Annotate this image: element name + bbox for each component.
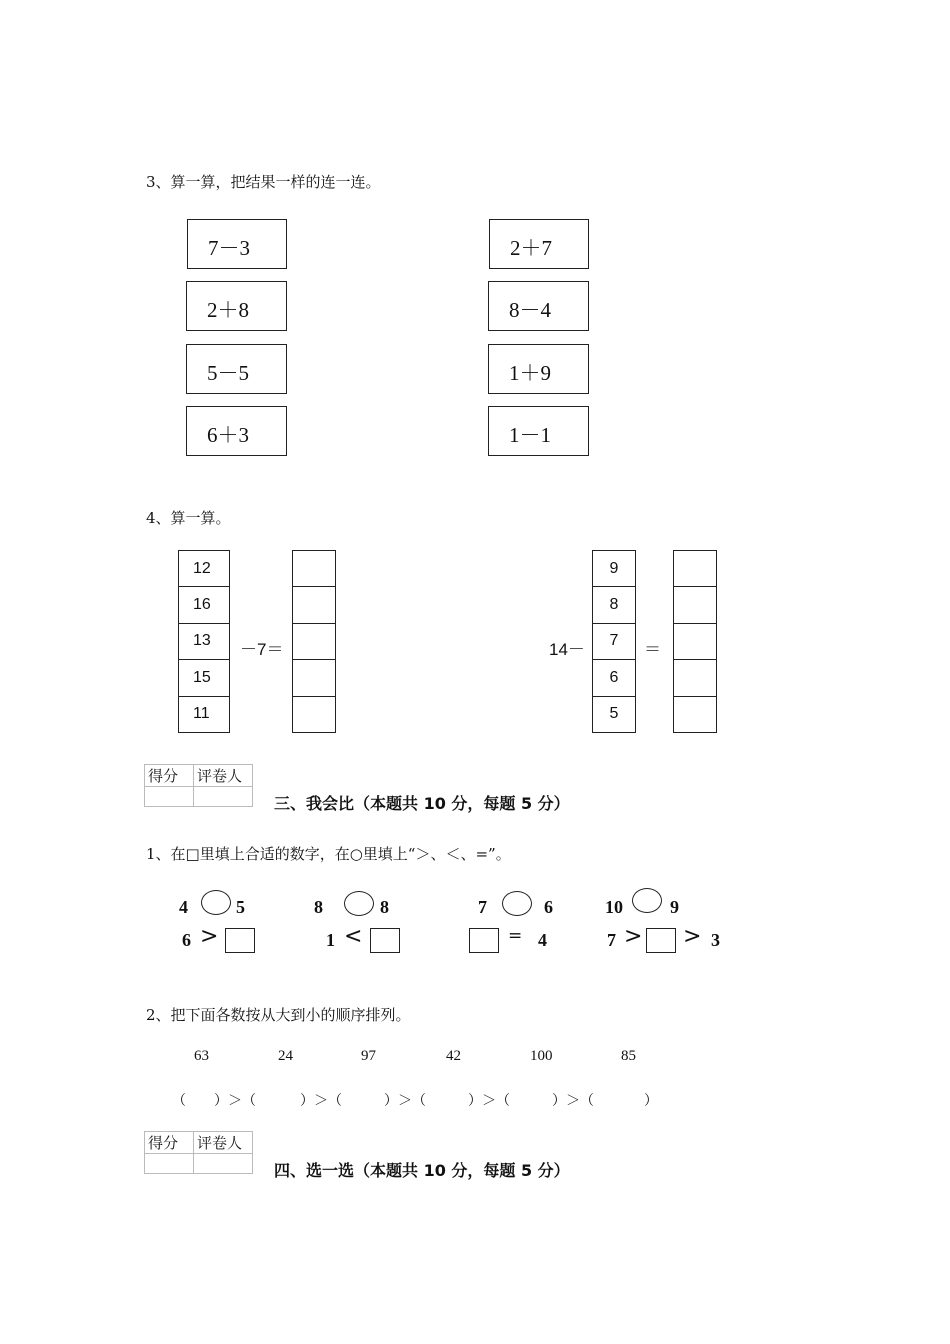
q4-left-cell: 11 [178, 696, 230, 733]
q3-left-box-2[interactable]: 2＋8 [186, 281, 287, 331]
q4-left-answer-cell[interactable] [292, 623, 336, 660]
q4-right-answer-cell[interactable] [673, 623, 717, 660]
q4-left-answer-cell[interactable] [292, 586, 336, 623]
q4-right-answer-cell[interactable] [673, 550, 717, 587]
q4-right-cell: 6 [592, 659, 636, 696]
q4-right-cell: 7 [592, 623, 636, 660]
q3-prompt: 3、算一算，把结果一样的连一连。 [146, 173, 381, 191]
cmp3-a: 7 [478, 897, 487, 917]
q4-right-equals: ＝ [644, 640, 661, 659]
order-number: 63 [194, 1048, 209, 1064]
order-number: 85 [621, 1048, 636, 1064]
cmp8-num2: 3 [711, 930, 720, 950]
cmp6-num: 1 [326, 930, 335, 950]
compare-circle[interactable] [632, 888, 662, 913]
score-table-section4: 得分 评卷人 [144, 1131, 253, 1174]
answer-square[interactable] [469, 928, 499, 953]
q4-left-operator: －7＝ [240, 640, 284, 659]
q4-right-cell: 8 [592, 586, 636, 623]
less-than-sign: < [344, 924, 363, 949]
order-paren: ）＞（ [300, 1093, 342, 1109]
order-paren: ）＞（ [384, 1093, 426, 1109]
q4-left-answer-cell[interactable] [292, 659, 336, 696]
compare-circle[interactable] [201, 890, 231, 915]
grader-cell[interactable] [194, 1154, 253, 1174]
q4-left-cell: 13 [178, 623, 230, 660]
q3-left-box-1[interactable]: 7－3 [187, 219, 287, 269]
q4-right-prefix: 14－ [549, 640, 585, 659]
section4-heading: 四、选一选（本题共 10 分，每题 5 分） [274, 1161, 570, 1180]
cmp7-num: 4 [538, 930, 547, 950]
s3-q2-prompt: 2、把下面各数按从大到小的顺序排列。 [146, 1006, 411, 1024]
q4-left-cell: 12 [178, 550, 230, 587]
cmp4-b: 9 [670, 897, 679, 917]
q4-left-answer-stack [292, 550, 336, 733]
cmp1-b: 5 [236, 897, 245, 917]
q4-right-cell: 5 [592, 696, 636, 733]
q4-right-number-stack [592, 550, 636, 733]
order-number: 97 [361, 1048, 376, 1064]
order-number: 42 [446, 1048, 461, 1064]
q4-left-answer-cell[interactable] [292, 550, 336, 587]
answer-square[interactable] [225, 928, 255, 953]
q4-right-answer-cell[interactable] [673, 659, 717, 696]
greater-than-sign: > [624, 924, 643, 949]
cmp5-num: 6 [182, 930, 191, 950]
cmp3-b: 6 [544, 897, 553, 917]
order-paren: ）＞（ [214, 1093, 256, 1109]
q3-right-box-1[interactable]: 2＋7 [489, 219, 589, 269]
order-paren: ）＞（ [552, 1093, 594, 1109]
score-table-section3: 得分 评卷人 [144, 764, 253, 807]
order-paren: （ [172, 1093, 186, 1109]
q4-right-cell: 9 [592, 550, 636, 587]
s3-q1-prompt: 1、在□里填上合适的数字，在○里填上“＞、＜、=”。 [146, 845, 511, 863]
answer-square[interactable] [646, 928, 676, 953]
cmp2-a: 8 [314, 897, 323, 917]
grader-cell[interactable] [194, 787, 253, 807]
cmp8-num: 7 [607, 930, 616, 950]
cmp1-a: 4 [179, 897, 188, 917]
q3-left-box-3[interactable]: 5－5 [186, 344, 287, 394]
q3-right-box-3[interactable]: 1＋9 [488, 344, 589, 394]
q4-left-answer-cell[interactable] [292, 696, 336, 733]
q4-prompt: 4、算一算。 [146, 509, 231, 527]
greater-than-sign: > [683, 924, 702, 949]
q4-left-number-stack [178, 550, 230, 733]
order-number: 100 [530, 1048, 553, 1064]
score-cell[interactable] [145, 1154, 194, 1174]
cmp4-a: 10 [605, 897, 623, 917]
order-number: 24 [278, 1048, 293, 1064]
equals-sign: = [508, 926, 523, 946]
cmp2-b: 8 [380, 897, 389, 917]
q4-right-answer-cell[interactable] [673, 586, 717, 623]
q4-left-cell: 15 [178, 659, 230, 696]
compare-circle[interactable] [344, 891, 374, 916]
q3-left-box-4[interactable]: 6＋3 [186, 406, 287, 456]
q3-right-box-4[interactable]: 1－1 [488, 406, 589, 456]
q4-right-answer-stack [673, 550, 717, 733]
order-paren: ） [644, 1093, 658, 1109]
compare-circle[interactable] [502, 891, 532, 916]
q4-left-cell: 16 [178, 586, 230, 623]
q4-right-answer-cell[interactable] [673, 696, 717, 733]
order-paren: ）＞（ [468, 1093, 510, 1109]
section3-heading: 三、我会比（本题共 10 分，每题 5 分） [274, 794, 570, 813]
greater-than-sign: > [200, 924, 219, 949]
score-cell[interactable] [145, 787, 194, 807]
answer-square[interactable] [370, 928, 400, 953]
q3-right-box-2[interactable]: 8－4 [488, 281, 589, 331]
